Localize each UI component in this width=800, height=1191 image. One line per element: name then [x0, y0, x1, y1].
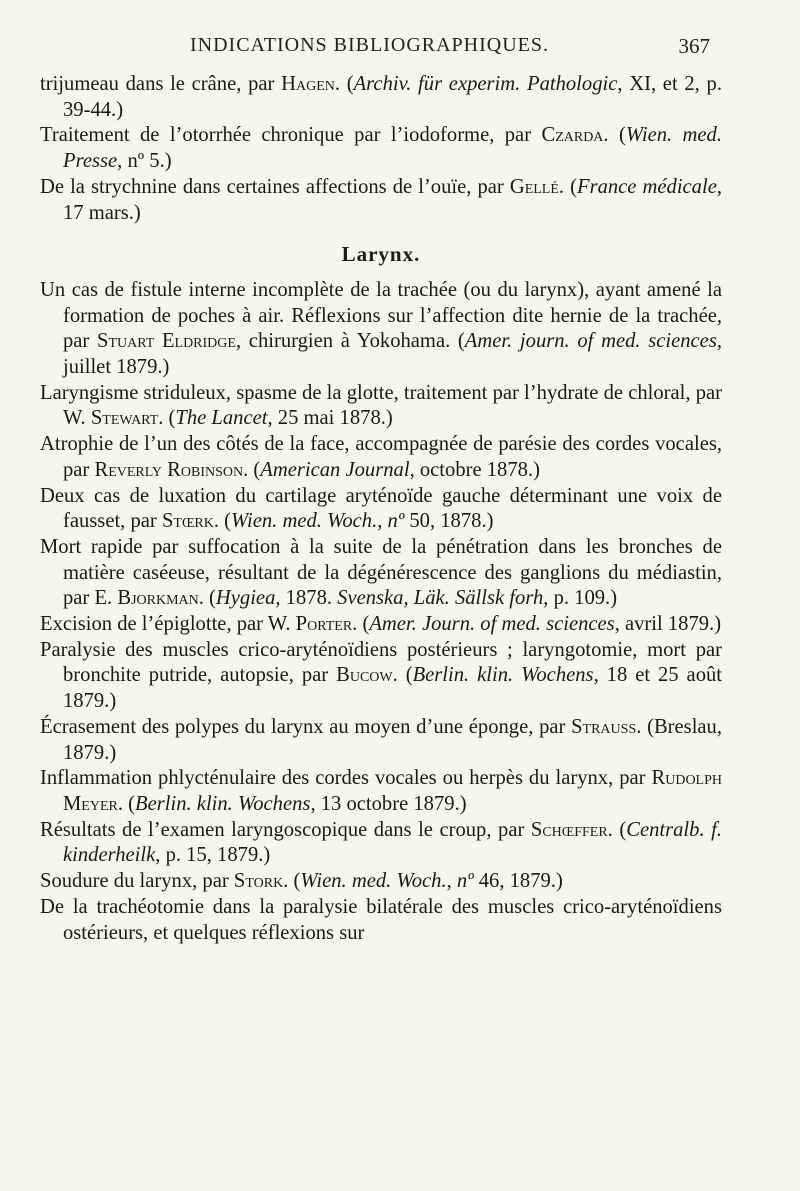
bibliography-entry	[40, 638, 722, 715]
journal-title: Berlin. klin. Wochens	[412, 664, 594, 687]
entry-text: Mort rapide par suffocation à la suite de la pénétration dans les bronches de matière caséeuse, résultant de la dégénérescence des ganglions du médiastin, par E.	[40, 535, 722, 610]
author-name: Stuart Eldridge	[96, 330, 236, 353]
entry-text: Atrophie de l’un des côtés de la face, accompagnée de parésie des cordes vocales, par	[40, 433, 722, 481]
author-name: Schœffer	[530, 818, 608, 841]
journal-title: Wien. med. Woch.	[231, 510, 378, 533]
entry-text: Paralysie des muscles crico-aryténoïdiens postérieurs ; laryngotomie, mort par bronchite putride, autopsie, par	[40, 638, 722, 687]
entry-text: De la strychnine dans certaines affections de l’ouïe, par	[40, 175, 510, 198]
journal-title: American Journal	[260, 458, 410, 481]
entry-text: Soudure du larynx, par	[40, 870, 234, 893]
author-name: Bucow	[336, 664, 393, 687]
entry-text: , avril 1879.)	[614, 613, 722, 636]
entry-text: . (	[334, 73, 354, 95]
author-name: Stork	[233, 870, 284, 893]
entry-text: . (	[198, 587, 216, 610]
entry-text: . (	[283, 870, 301, 893]
entry-text: , chirurgien à Yokohama. (	[235, 330, 465, 353]
bibliography-entry	[40, 278, 722, 381]
running-head: INDICATIONS BIBLIOGRAPHIQUES.	[190, 34, 549, 56]
journal-title: Centralb. f. kinderheilk	[63, 818, 722, 867]
author-name: Stewart	[90, 407, 159, 430]
author-name: Gellé	[509, 175, 559, 198]
journal-title: Amer. journ. of med. sciences	[464, 330, 717, 353]
entry-text: , 1878.	[275, 587, 338, 610]
entry-text: . (Breslau, 1879.)	[63, 715, 722, 764]
journal-title: France médicale	[576, 175, 717, 198]
entry-text: . (	[352, 613, 370, 636]
entries-before	[40, 72, 722, 226]
entry-text: Excision de l’épiglotte, par W.	[40, 613, 296, 636]
author-name: Rudolph Meyer	[63, 767, 722, 815]
journal-title: Wien. med. Presse	[63, 124, 723, 173]
entry-text: . (	[558, 175, 577, 198]
entry-text: . (	[213, 510, 231, 533]
bibliography-entry	[40, 895, 722, 946]
journal-title: Archiv. für experim. Pathologic	[353, 73, 618, 95]
entry-text: trijumeau dans le crâne, par	[40, 73, 282, 95]
page-number: 367	[678, 34, 710, 58]
entry-text: , 25 mai 1878.)	[267, 407, 393, 430]
entry-text: , p. 15, 1879.)	[155, 844, 271, 867]
author-name: Strauss	[571, 715, 637, 738]
journal-title: The Lancet	[175, 407, 268, 430]
author-name: Bjorkman	[117, 587, 199, 610]
journal-title: nº	[456, 870, 474, 893]
entry-text: Traitement de l’otorrhée chronique par l’iodoforme, par	[40, 124, 542, 147]
entry-text: 46, 1879.)	[473, 870, 563, 893]
bibliography-entry	[40, 432, 722, 483]
bibliography-text	[40, 72, 722, 946]
bibliography-entry	[40, 175, 722, 226]
entry-text: De la trachéotomie dans la paralysie bilatérale des muscles crico-aryténoïdiens ostérieurs, et quelques réflexions sur	[40, 895, 722, 944]
bibliography-entry	[40, 869, 722, 895]
entry-text: 50, 1878.)	[404, 510, 494, 533]
entry-text: ,	[377, 510, 388, 533]
bibliography-entry	[40, 484, 722, 535]
entries-after	[40, 278, 722, 946]
entry-text: Inflammation phlycténulaire des cordes vocales ou herpès du larynx, par	[40, 767, 652, 790]
entry-text: . (	[117, 792, 136, 815]
author-name: Stœrk	[161, 510, 214, 533]
section-heading: Larynx.	[341, 242, 421, 267]
author-name: Czarda	[541, 124, 604, 147]
entry-text: Écrasement des polypes du larynx au moyen d’une éponge, par	[40, 715, 572, 738]
entry-text: Résultats de l’examen laryngoscopique dans le croup, par	[40, 818, 531, 841]
author-name: Hagen	[281, 73, 335, 95]
entry-text: , 17 mars.)	[63, 175, 722, 224]
journal-title: Amer. Journ. of med. sciences	[369, 613, 615, 636]
bibliography-entry	[40, 123, 722, 174]
bibliography-entry	[40, 818, 722, 869]
bibliography-entry	[40, 715, 722, 766]
bibliography-entry	[40, 535, 722, 612]
entry-text: , nº 5.)	[117, 150, 172, 173]
entry-text: , 18 et 25 août 1879.)	[63, 664, 723, 713]
journal-title: Hygiea	[215, 587, 276, 610]
bibliography-entry	[40, 766, 722, 817]
entry-text: , octobre 1878.)	[409, 458, 540, 481]
entry-text: . (	[607, 818, 627, 841]
entry-text: ,	[446, 870, 457, 893]
journal-title: Svenska, Läk. Sällsk forh	[337, 587, 544, 610]
journal-title: nº	[387, 510, 405, 533]
entry-text: , p. 109.)	[543, 587, 618, 610]
entry-text: Deux cas de luxation du cartilage aryténoïde gauche déterminant une voix de fausset, par	[40, 484, 722, 533]
journal-title: Berlin. klin. Wochens	[135, 792, 311, 815]
bibliography-entry	[17, 72, 722, 123]
entry-text: , 13 octobre 1879.)	[310, 792, 467, 815]
page-header	[60, 30, 710, 60]
entry-text: . (	[603, 124, 626, 147]
entry-text: Un cas de fistule interne incomplète de la trachée (ou du larynx), ayant amené la formation de poches à air. Réflexions sur l’affection dite hernie de la trachée, par	[40, 278, 722, 353]
entry-text: . (	[158, 407, 176, 430]
entry-text: . (	[392, 664, 413, 687]
author-name: Porter	[295, 613, 353, 636]
journal-title: Wien. med. Woch.	[300, 870, 447, 893]
author-name: Reverly Robinson	[94, 458, 244, 481]
bibliography-entry	[40, 612, 722, 638]
entry-text: Laryngisme striduleux, spasme de la glotte, traitement par l’hydrate de chloral, par W.	[40, 381, 722, 430]
entry-text: , juillet 1879.)	[63, 330, 722, 379]
entry-text: , XI, et 2, p. 39-44.)	[63, 73, 722, 121]
bibliography-entry	[40, 381, 722, 432]
entry-text: . (	[243, 458, 261, 481]
